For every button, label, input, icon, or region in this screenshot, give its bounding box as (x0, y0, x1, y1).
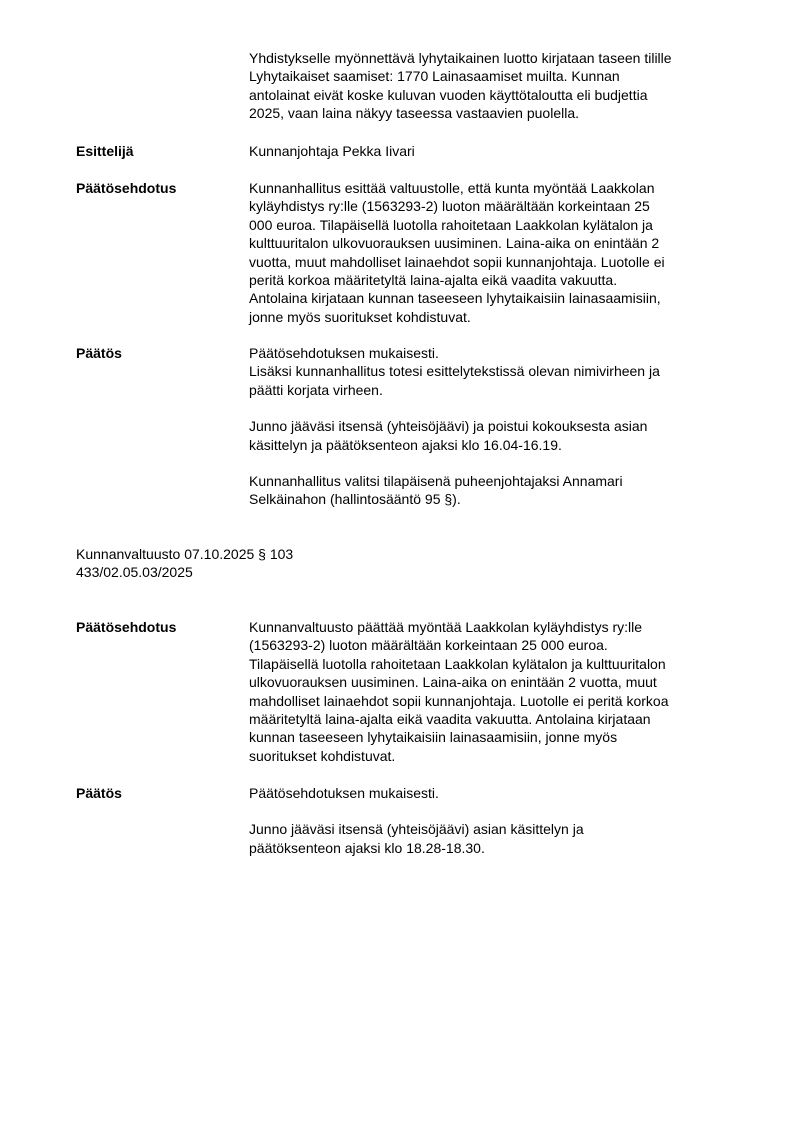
text-line: käsittelyn ja päätöksenteon ajaksi klo 16.04-16.19. (249, 436, 562, 453)
text-line: päätti korjata virheen. (249, 381, 383, 398)
text-line: kyläyhdistys ry:lle (1563293-2) luoton määrältään korkeintaan 25 (249, 198, 650, 215)
meeting-title: Kunnanvaltuusto 07.10.2025 § 103 (76, 546, 294, 562)
intro-text (249, 49, 739, 123)
text-line: Yhdistykselle myönnettävä lyhytaikainen luotto kirjataan taseen tilille (249, 50, 672, 66)
text-line: Lyhytaikaiset saamiset: 1770 Lainasaamiset muilta. Kunnan (249, 68, 620, 85)
text-line: päätöksenteon ajaksi klo 18.28-18.30. (249, 839, 485, 856)
text-line: Kunnanvaltuusto päättää myöntää Laakkolan kyläyhdistys ry:lle (249, 619, 643, 635)
text-line: Kunnanhallitus esittää valtuustolle, että kunta myöntää Laakkolan (249, 180, 655, 196)
text-line: Junno jääväsi itsensä (yhteisöjäävi) asian käsittelyn ja (249, 821, 584, 838)
text-line: antolainat eivät koske kuluvan vuoden käyttötaloutta eli budjettia (249, 86, 648, 103)
text-line: Kunnanhallitus valitsi tilapäisenä puheenjohtajaksi Annamari (249, 473, 623, 490)
section-label: Esittelijä (76, 143, 134, 159)
text-line: kunnan taseeseen lyhytaikaisiin lainasaamisiin, jonne myös (249, 729, 618, 746)
paragraph (249, 417, 740, 454)
paragraph (249, 179, 740, 326)
case-number: 433/02.05.03/2025 (76, 564, 193, 581)
paragraph (249, 618, 740, 765)
text-line: vuotta, muut mahdolliset lainaehdot sopii kunnanjohtaja. Luotolle ei (249, 253, 665, 270)
section-body (249, 784, 740, 857)
text-line: Päätösehdotuksen mukaisesti. (249, 785, 439, 801)
text-line: Selkäinahon (hallintosääntö 95 §). (249, 491, 461, 508)
text-line: Kunnanjohtaja Pekka Iivari (249, 143, 415, 159)
section-label: Päätös (76, 345, 122, 361)
paragraph (249, 472, 740, 509)
text-line: Tilapäisellä luotolla rahoitetaan Laakkolan kylätalon ja kulttuuritalon (249, 655, 666, 672)
text-line: suoritukset kohdistuvat. (249, 747, 396, 764)
text-line: jonne myös suoritukset kohdistuvat. (249, 308, 471, 325)
text-line: Lisäksi kunnanhallitus totesi esittelytekstissä olevan nimivirheen ja (249, 363, 660, 380)
section-body (249, 179, 740, 326)
section-label: Päätös (76, 785, 122, 801)
text-line: kulttuuritalon ulkovuorauksen uusiminen. Laina-aika on enintään 2 (249, 235, 660, 252)
text-line: määritetyltä laina-ajalta eikä vaadita vakuutta. Antolaina kirjataan (249, 711, 651, 728)
meeting-reference (76, 545, 476, 582)
text-line: 000 euroa. Tilapäisellä luotolla rahoitetaan Laakkolan kylätalon ja (249, 216, 653, 233)
section-body (249, 344, 740, 509)
intro-paragraph (249, 49, 739, 123)
text-line: peritä korkoa määritetyltä laina-ajalta eikä vaadita vakuutta. (249, 272, 618, 289)
section-body (249, 618, 740, 765)
text-line: Päätösehdotuksen mukaisesti. (249, 345, 439, 361)
text-line: 2025, vaan laina näkyy taseessa vastaavien puolella. (249, 105, 579, 122)
paragraph (249, 784, 740, 802)
section-body (249, 142, 740, 160)
text-line: Antolaina kirjataan kunnan taseeseen lyhytaikaisiin lainasaamisiin, (249, 290, 661, 307)
text-line: (1563293-2) luoton määrältään korkeintaan 25 000 euroa. (249, 637, 608, 654)
text-line: ulkovuorauksen uusiminen. Laina-aika on enintään 2 vuotta, muut (249, 674, 657, 691)
section-label: Päätösehdotus (76, 180, 177, 196)
section-label: Päätösehdotus (76, 619, 177, 635)
paragraph (249, 142, 740, 160)
text-line: Junno jääväsi itsensä (yhteisöjäävi) ja poistui kokouksesta asian (249, 418, 648, 435)
text-line: mahdolliset lainaehdot sopii kunnanjohtaja. Luotolle ei peritä korkoa (249, 692, 669, 709)
paragraph (249, 344, 740, 399)
paragraph (249, 820, 740, 857)
